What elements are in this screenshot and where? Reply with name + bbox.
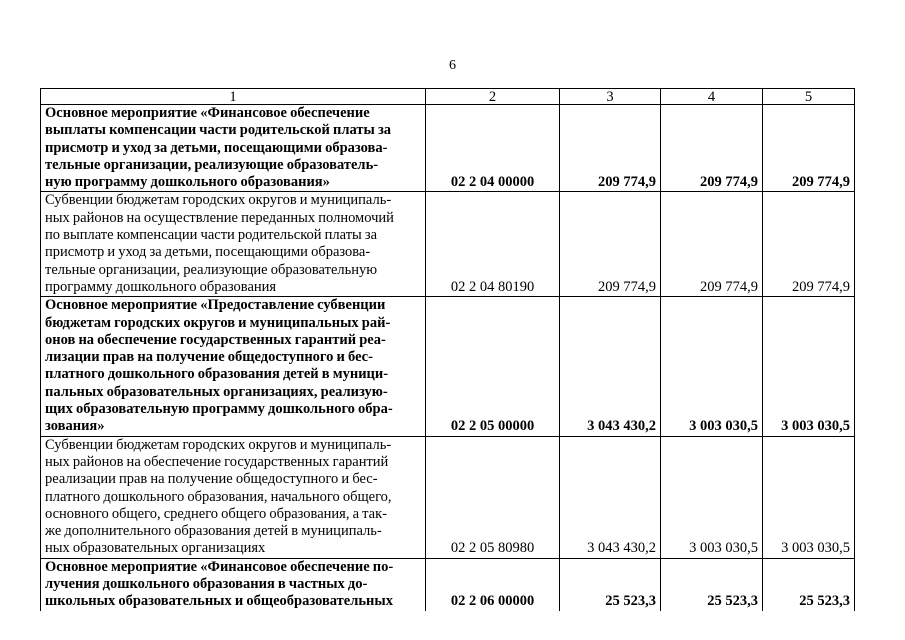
row-name-line: лучения дошкольного образования в частных до- <box>45 576 368 593</box>
row-amount-3-cell: 3 003 030,5 <box>763 436 855 558</box>
row-name-line: реализации прав на получение общедоступного и бес- <box>45 471 378 488</box>
row-name-line: зования» <box>45 418 105 435</box>
row-name-cell <box>41 297 426 436</box>
table-row <box>41 297 855 436</box>
row-name-line: ную программу дошкольного образования» <box>45 174 330 191</box>
row-amount-1-cell: 209 774,9 <box>560 192 661 297</box>
table-header-row <box>41 89 855 105</box>
table-row <box>41 436 855 558</box>
row-name-cell <box>41 436 426 558</box>
row-amount-2-cell: 3 003 030,5 <box>661 436 763 558</box>
row-name-line: основного общего, среднего общего образования, а так- <box>45 505 387 522</box>
row-amount-1-cell: 3 043 430,2 <box>560 436 661 558</box>
table-row <box>41 558 855 610</box>
table-row <box>41 105 855 192</box>
row-name-line: платного дошкольного образования детей в муници- <box>45 366 389 383</box>
row-name-line: присмотр и уход за детьми, посещающими образова- <box>45 139 388 156</box>
column-header-2: 2 <box>426 89 560 105</box>
table-row <box>41 192 855 297</box>
column-header-5: 5 <box>763 89 855 105</box>
column-header-4: 4 <box>661 89 763 105</box>
row-amount-3-cell: 3 003 030,5 <box>763 297 855 436</box>
column-header-3: 3 <box>560 89 661 105</box>
row-name-cell <box>41 192 426 297</box>
row-name-line: Основное мероприятие «Предоставление субвенции <box>45 297 386 314</box>
row-amount-1-cell: 3 043 430,2 <box>560 297 661 436</box>
table-body <box>41 105 855 611</box>
row-name-line: Основное мероприятие «Финансовое обеспечение <box>45 105 370 121</box>
row-name-line: присмотр и уход за детьми, посещающими образова- <box>45 244 371 261</box>
row-name-cell <box>41 105 426 192</box>
row-amount-2-cell: 209 774,9 <box>661 192 763 297</box>
row-name-line: программу дошкольного образования <box>45 278 277 295</box>
row-name-line: онов на обеспечение государственных гарантий реа- <box>45 331 386 348</box>
column-header-1: 1 <box>41 89 426 105</box>
row-code-cell: 02 2 05 00000 <box>426 297 560 436</box>
row-code-cell: 02 2 04 80190 <box>426 192 560 297</box>
row-amount-2-cell: 209 774,9 <box>661 105 763 192</box>
budget-table <box>40 88 855 611</box>
row-code-cell: 02 2 05 80980 <box>426 436 560 558</box>
row-name-line: тельные организации, реализующие образователь- <box>45 156 379 173</box>
row-name-line: школьных образовательных и общеобразовательных <box>45 593 393 610</box>
row-amount-3-cell: 209 774,9 <box>763 192 855 297</box>
row-name-line: Субвенции бюджетам городских округов и муниципаль- <box>45 192 392 209</box>
row-name-line: бюджетам городских округов и муниципальных рай- <box>45 314 391 331</box>
row-name-line: платного дошкольного образования, начального общего, <box>45 488 392 505</box>
row-name-cell <box>41 558 426 610</box>
row-amount-2-cell: 25 523,3 <box>661 558 763 610</box>
row-amount-3-cell: 25 523,3 <box>763 558 855 610</box>
row-name-line: ных районов на осуществление переданных полномочий <box>45 209 394 226</box>
row-name-line: пальных образовательных организациях, реализую- <box>45 383 388 400</box>
row-code-cell: 02 2 06 00000 <box>426 558 560 610</box>
row-name-line: по выплате компенсации части родительской платы за <box>45 227 378 244</box>
row-name-line: ных образовательных организациях <box>45 540 266 557</box>
row-amount-3-cell: 209 774,9 <box>763 105 855 192</box>
row-name-line: щих образовательную программу дошкольного обра- <box>45 401 393 418</box>
row-code-cell: 02 2 04 00000 <box>426 105 560 192</box>
row-amount-1-cell: 25 523,3 <box>560 558 661 610</box>
page-number: 6 <box>449 58 456 73</box>
row-name-line: же дополнительного образования детей в муниципаль- <box>45 523 382 540</box>
row-name-line: ных районов на обеспечение государственных гарантий <box>45 453 389 470</box>
row-amount-1-cell: 209 774,9 <box>560 105 661 192</box>
row-name-line: лизации прав на получение общедоступного и бес- <box>45 349 373 366</box>
row-name-line: Субвенции бюджетам городских округов и муниципаль- <box>45 436 392 453</box>
row-amount-2-cell: 3 003 030,5 <box>661 297 763 436</box>
row-name-line: выплаты компенсации части родительской платы за <box>45 122 392 139</box>
row-name-line: Основное мероприятие «Финансовое обеспечение по- <box>45 558 394 575</box>
row-name-line: тельные организации, реализующие образовательную <box>45 261 378 278</box>
